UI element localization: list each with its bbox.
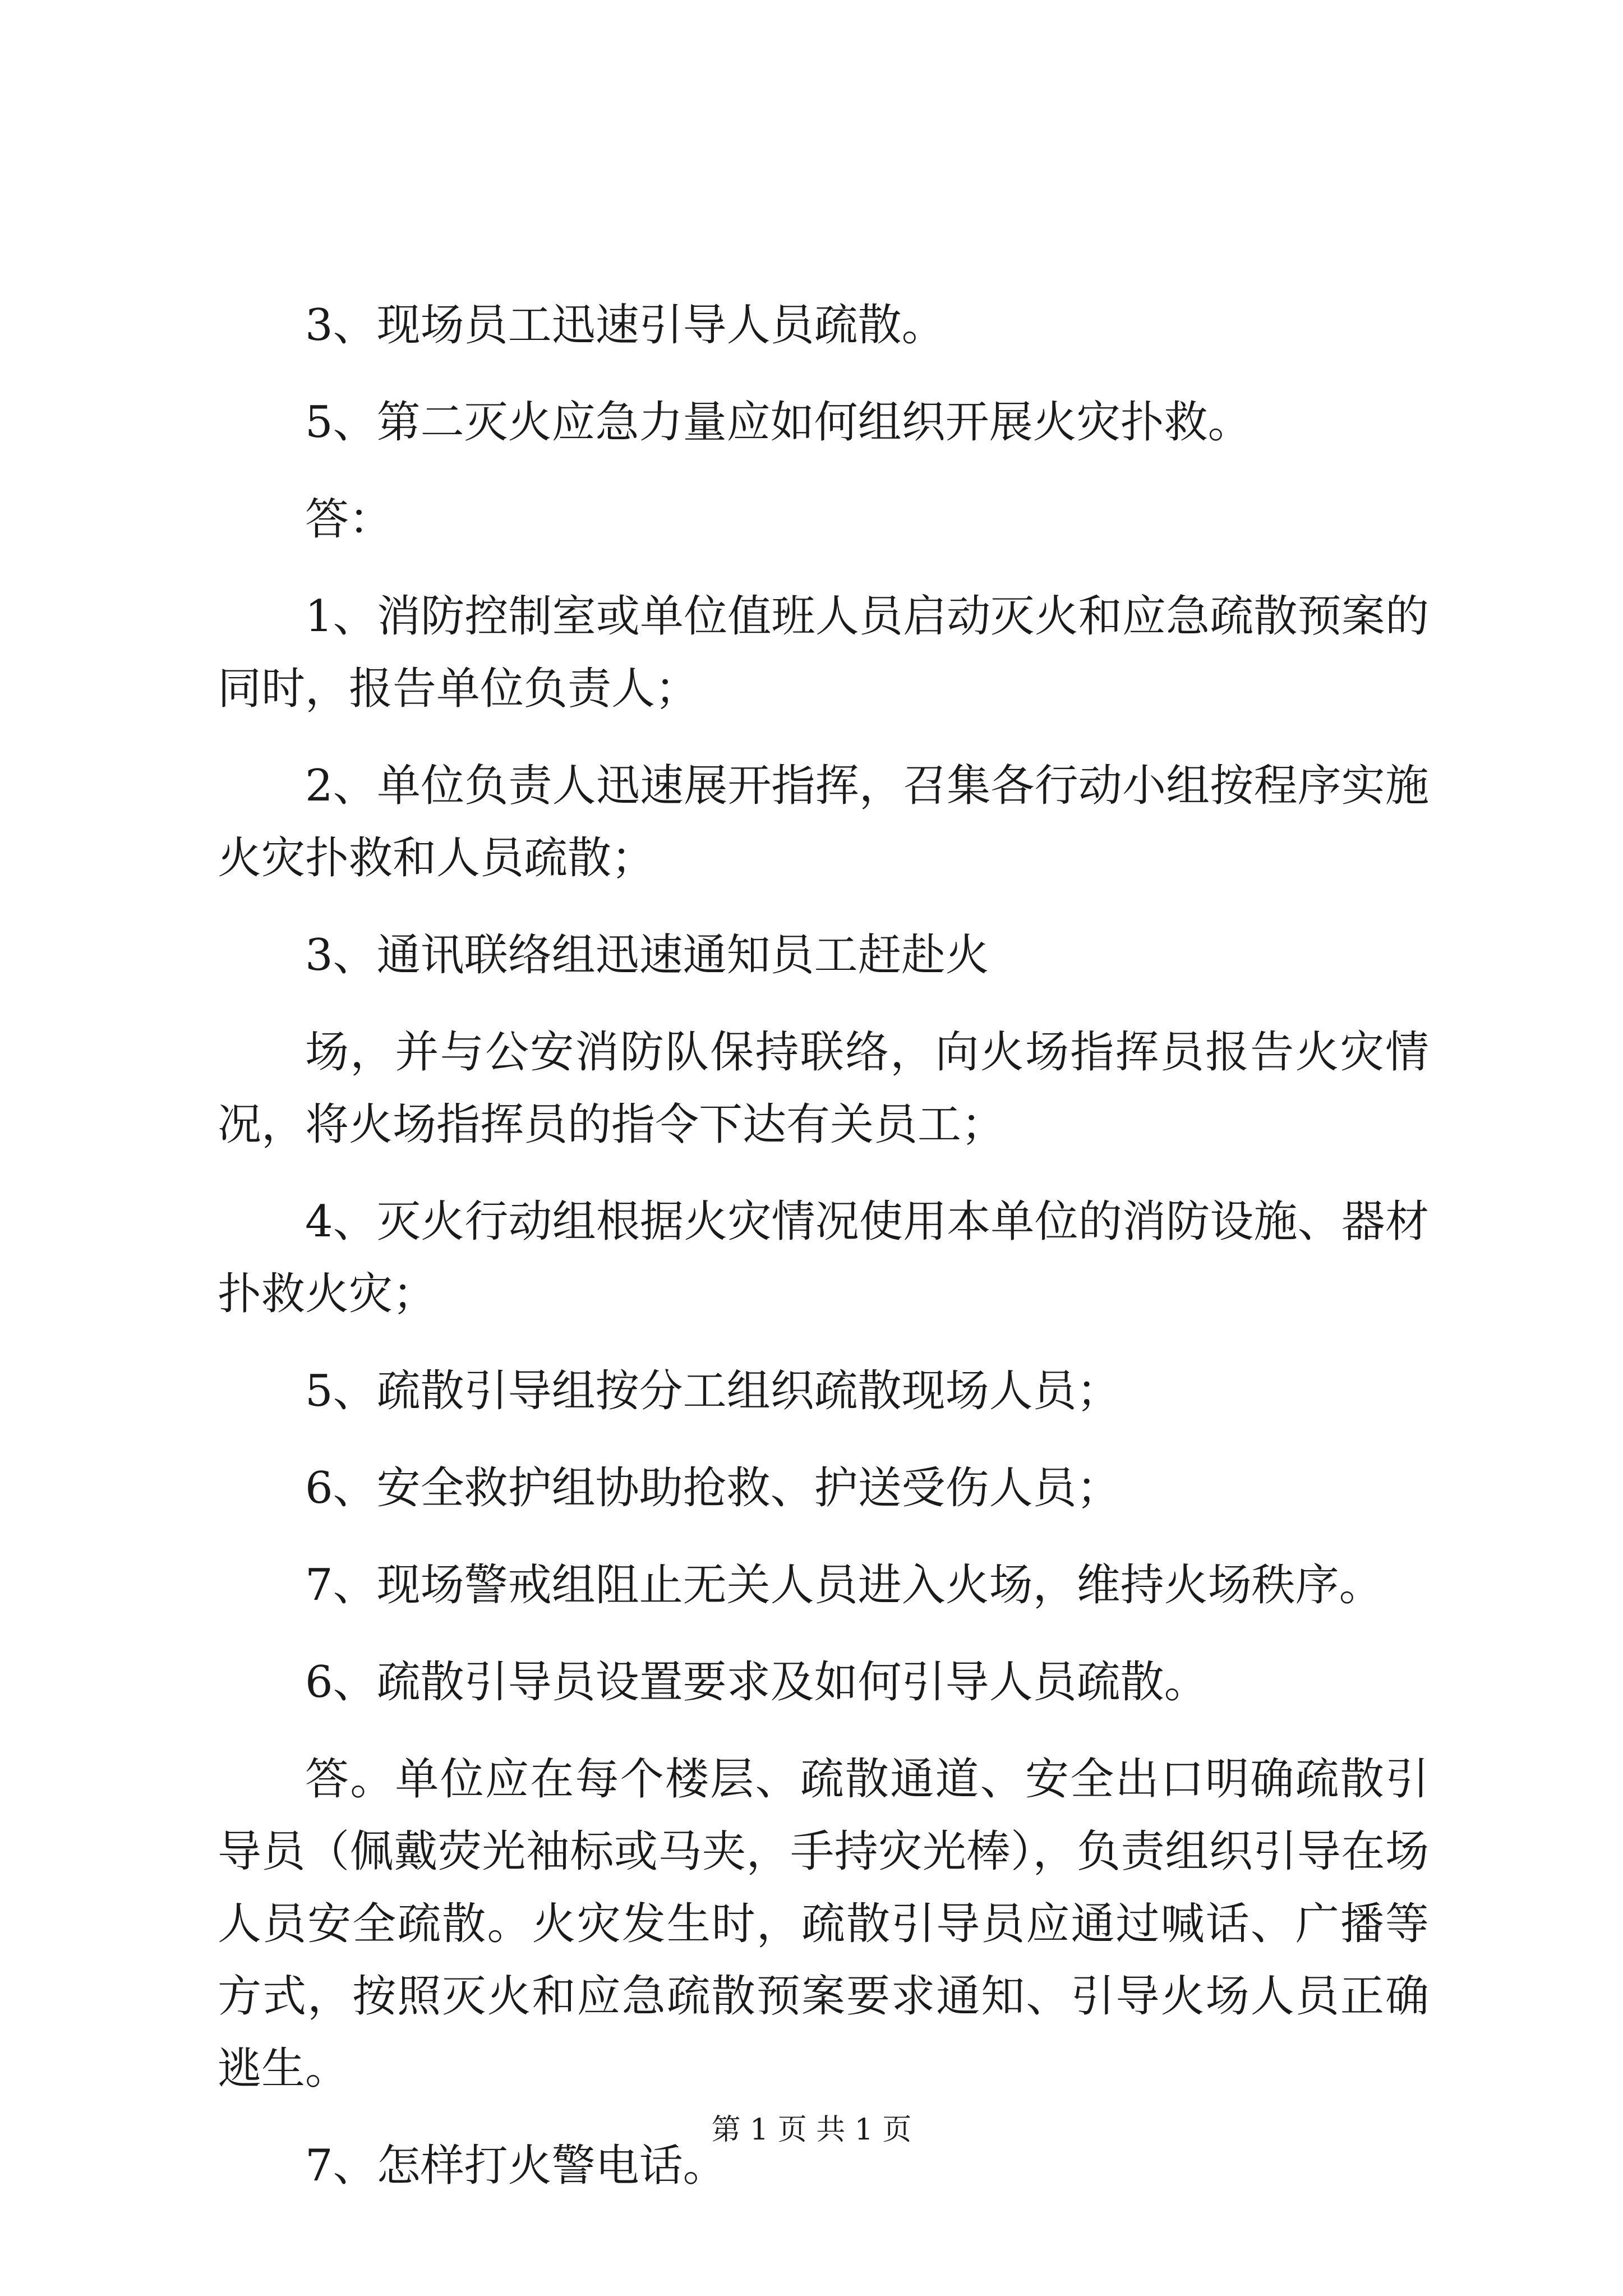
paragraph: 3、通讯联络组迅速通知员工赶赴火: [305, 930, 989, 981]
answer-label: 答：: [305, 494, 393, 545]
paragraph: 7、现场警戒组阻止无关人员进入火场，维持火场秩序。: [305, 1560, 1383, 1611]
question-heading: 5、第二灭火应急力量应如何组织开展火灾扑救。: [305, 397, 1252, 448]
document-body: [218, 289, 1429, 2202]
paragraph: 2、单位负责人迅速展开指挥，召集各行动小组按程序实施火灾扑救和人员疏散；: [218, 761, 1429, 884]
paragraph: 1、消防控制室或单位值班人员启动灭火和应急疏散预案的同时，报告单位负责人；: [218, 591, 1429, 714]
paragraph: 场，并与公安消防队保持联络，向火场指挥员报告火灾情况，将火场指挥员的指令下达有关员工；: [218, 1027, 1429, 1150]
question-heading: 6、疏散引导员设置要求及如何引导人员疏散。: [305, 1657, 1208, 1708]
paragraph: 5、疏散引导组按分工组织疏散现场人员；: [305, 1366, 1121, 1416]
paragraph: 4、灭火行动组根据火灾情况使用本单位的消防设施、器材扑救火灾；: [218, 1197, 1429, 1319]
page-footer: 第 1 页 共 1 页: [711, 2113, 912, 2147]
paragraph: 3、现场员工迅速引导人员疏散。: [305, 300, 946, 351]
question-heading: 7、怎样打火警电话。: [305, 2141, 727, 2191]
paragraph: 6、安全救护组协助抢救、护送受伤人员；: [305, 1463, 1121, 1513]
answer-paragraph: 答。单位应在每个楼层、疏散通道、安全出口明确疏散引导员（佩戴荧光袖标或马夹，手持灾光棒），负责组织引导在场人员安全疏散。火灾发生时，疏散引导员应通过喊话、广播等方式，按照灭火和应急疏散预案要求通知、引导火场人员正确逃生。: [218, 1754, 1429, 2094]
